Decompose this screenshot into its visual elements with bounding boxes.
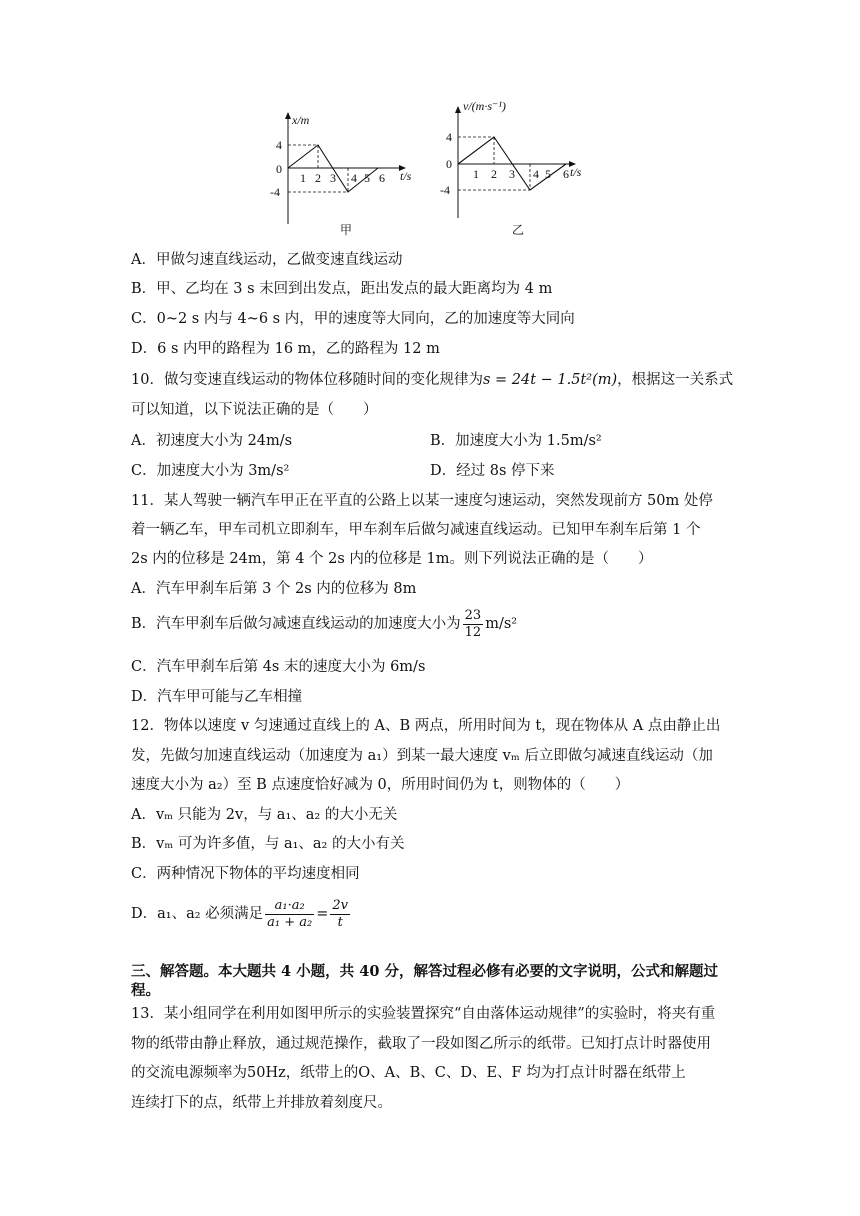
q10-stem-line1 <box>131 370 733 390</box>
right-ytick-neg4: -4 <box>440 183 450 197</box>
q9-option-c: C．0~2 s 内与 4~6 s 内，甲的速度等大同向，乙的加速度等大同向 <box>131 311 575 327</box>
left-xtick-5: 5 <box>364 171 370 185</box>
q11-option-b <box>131 606 517 642</box>
right-xtick-4: 4 <box>533 167 539 181</box>
q10-stem-line2: 可以知道，以下说法正确的是（ ） <box>131 402 378 418</box>
left-ytick-4: 4 <box>276 138 282 152</box>
left-ylabel: x/m <box>292 113 310 127</box>
q13-stem-line3: 的交流电源频率为50Hz，纸带上的O、A、B、C、D、E、F 均为打点计时器在纸带上 <box>131 1065 686 1081</box>
q12-stem-line1: 12．物体以速度 v 匀速通过直线上的 A、B 两点，所用时间为 t，现在物体从 A 点由静止出 <box>131 718 721 734</box>
left-ytick-neg4: -4 <box>270 185 280 199</box>
q12-lhs-den: a₁ + a₂ <box>267 914 313 930</box>
q10-option-d: D．经过 8s 停下来 <box>430 463 555 479</box>
q11-fraction-den: 12 <box>464 624 482 640</box>
q12-option-d <box>131 894 352 934</box>
q12-option-a: A．vₘ 只能为 2v，与 a₁、a₂ 的大小无关 <box>131 807 398 823</box>
q11-stem-line2: 着一辆乙车，甲车司机立即刹车，甲车刹车后做匀减速直线运动。已知甲车刹车后第 1 个 <box>131 522 701 538</box>
left-xlabel: t/s <box>400 169 412 183</box>
q12-option-d-text: D．a₁、a₂ 必须满足 <box>131 906 264 922</box>
q11-fraction <box>463 608 484 641</box>
q10-option-a: A．初速度大小为 24m/s <box>131 433 293 449</box>
left-xtick-3: 3 <box>330 171 336 185</box>
q12-rhs-fraction <box>330 898 350 931</box>
right-ytick-4: 4 <box>446 130 452 144</box>
left-ytick-0: 0 <box>276 162 282 176</box>
right-caption: 乙 <box>512 223 525 237</box>
right-xtick-3: 3 <box>509 167 515 181</box>
left-xtick-2: 2 <box>315 171 321 185</box>
q13-stem-line2: 物的纸带由静止释放，通过规范操作，截取了一段如图乙所示的纸带。已知打点计时器使用 <box>131 1036 711 1052</box>
right-xtick-6: 6 <box>563 167 569 181</box>
right-xtick-5: 5 <box>545 167 551 181</box>
q12-lhs-num: a₁·a₂ <box>265 898 314 915</box>
right-xtick-1: 1 <box>473 167 479 181</box>
right-ylabel: v/(m·s⁻¹) <box>463 99 506 113</box>
q9-option-b: B．甲、乙均在 3 s 末回到出发点，距出发点的最大距离均为 4 m <box>131 281 553 297</box>
q9-option-d: D．6 s 内甲的路程为 16 m，乙的路程为 12 m <box>131 341 440 357</box>
q10-option-c: C．加速度大小为 3m/s² <box>131 463 290 479</box>
q9-option-a: A．甲做匀速直线运动，乙做变速直线运动 <box>131 252 403 268</box>
q11-unit: m/s² <box>485 616 518 632</box>
right-xlabel: t/s <box>570 165 582 179</box>
q12-option-c: C．两种情况下物体的平均速度相同 <box>131 866 360 882</box>
q10-formula: s = 24t − 1.5t²(m) <box>482 372 618 388</box>
q11-fraction-num: 23 <box>464 607 482 623</box>
right-xtick-2: 2 <box>491 167 497 181</box>
q12-stem-line2: 发，先做匀加速直线运动（加速度为 a₁）到某一最大速度 vₘ 后立即做匀减速直线运动（加 <box>131 748 713 764</box>
q11-option-c: C．汽车甲刹车后第 4s 末的速度大小为 6m/s <box>131 659 426 675</box>
right-ytick-0: 0 <box>446 157 452 171</box>
graphs-svg <box>260 96 610 246</box>
q11-stem-line3: 2s 内的位移是 24m，第 4 个 2s 内的位移是 1m。则下列说法正确的是（ ） <box>131 551 653 567</box>
graph-right <box>440 99 582 237</box>
q12-stem-line3: 速度大小为 a₂）至 B 点速度恰好减为 0，所用时间仍为 t，则物体的（ ） <box>131 777 630 793</box>
section3-heading-line1: 三、解答题。本大题共 4 小题，共 40 分，解答过程必修有必要的文字说明，公式和解题过 <box>131 963 718 980</box>
motion-graphs <box>260 96 610 246</box>
q11-stem-line1: 11．某人驾驶一辆汽车甲正在平直的公路上以某一速度匀速运动，突然发现前方 50m 处停 <box>131 493 713 509</box>
q10-stem-start: 10．做匀变速直线运动的物体位移随时间的变化规律为 <box>131 372 483 388</box>
q10-stem-end: ，根据这一关系式 <box>617 372 734 388</box>
q12-equals: = <box>316 906 329 922</box>
left-caption: 甲 <box>340 223 353 237</box>
q11-option-a: A．汽车甲刹车后第 3 个 2s 内的位移为 8m <box>131 581 417 597</box>
q12-rhs-den: t <box>337 914 343 930</box>
q13-stem-line4: 连续打下的点，纸带上并排放着刻度尺。 <box>131 1095 392 1111</box>
left-xtick-4: 4 <box>351 171 357 185</box>
q11-option-b-text: B．汽车甲刹车后做匀减速直线运动的加速度大小为 <box>131 616 461 632</box>
section3-heading-line2: 程。 <box>131 982 160 999</box>
left-xtick-6: 6 <box>379 171 385 185</box>
q10-option-b: B．加速度大小为 1.5m/s² <box>430 433 602 449</box>
left-xtick-1: 1 <box>300 171 306 185</box>
q11-option-d: D．汽车甲可能与乙车相撞 <box>131 689 303 705</box>
q12-option-b: B．vₘ 可为许多值，与 a₁、a₂ 的大小有关 <box>131 836 405 852</box>
q12-lhs-fraction <box>265 898 314 931</box>
q13-stem-line1: 13．某小组同学在利用如图甲所示的实验装置探究“自由落体运动规律”的实验时，将夹有重 <box>131 1006 716 1022</box>
q12-rhs-num: 2v <box>332 897 349 913</box>
graph-left <box>270 112 412 237</box>
